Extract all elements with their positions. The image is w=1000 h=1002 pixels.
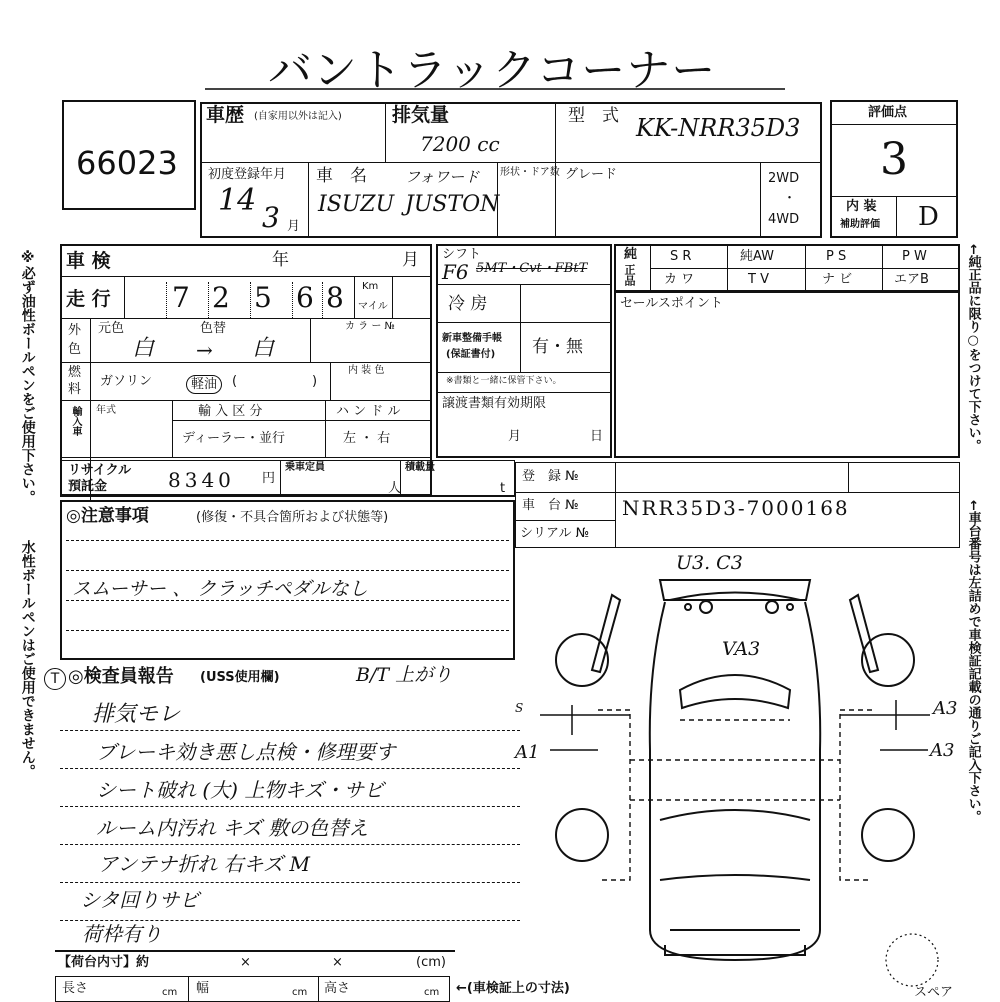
first-reg-year: 14 [218,183,257,218]
inspector-line-2: ブレーキ効き悪し点検・修理要す [96,740,396,764]
cargo-label: 【荷台内寸】約 [58,955,150,970]
displacement-label: 排気量 [392,104,450,126]
history-note: (自家用以外は記入) [254,111,342,122]
lot-number-box [62,100,196,210]
cargo-unit: (cm) [416,955,446,970]
title-underline [205,88,785,90]
fuel-gasoline: ガソリン [100,374,153,389]
transfer-month: 月 [508,429,522,444]
mileage-digit-5: 8 [326,281,344,314]
side-note-right-2: ←車台番号は左詰めで車検証記載の通りご記入下さい。 [965,500,981,823]
displacement-value: 7200 cc [420,132,500,156]
fuel-paren-close: ) [312,374,318,389]
interior-score-value: D [918,202,939,232]
mileage-unit-km: Km [362,281,379,292]
recycle-label-2: 預託金 [68,479,108,494]
color-side-2: 色 [68,342,82,357]
car-name-maker: ISUZU [318,192,395,217]
side-note-left-2: 水性ボールペンはご使用できません。 [19,540,36,778]
inspector-line-1: 排気モレ [92,702,181,727]
color-changed-value: 白 [252,336,275,361]
drive-2wd: 2WD [768,171,800,186]
car-name-label: 車 名 [316,166,367,186]
notes-label: ◎注意事項 [66,506,149,526]
interior-score-label2: 補助評価 [840,219,880,230]
diagram-hood-label: VA3 [722,638,761,660]
diagram-right-label-2: A3 [930,740,955,761]
sales-point-box [614,292,960,458]
chassis-label: 車 台 № [522,498,579,513]
dims-width: 幅 [196,981,210,996]
inspector-inline: B/T 上がり [356,664,453,686]
model-type-label: 型 式 [568,106,619,126]
inspector-line-7: 荷枠有り [82,922,162,946]
first-reg-label: 初度登録年月 [208,167,287,182]
color-side-1: 外 [68,323,82,338]
fuel-side-1: 燃 [68,365,82,380]
fuel-paren-open: ( [232,374,238,389]
manual-label-1: 新車整備手帳 [442,333,502,344]
mileage-digit-3: 5 [254,281,272,314]
dims-row [55,976,450,1002]
equipment-aw: 純AW [740,249,775,264]
equipment-navi: ナ ビ [822,272,853,287]
side-note-right-1: ←純正品に限り○をつけて下さい。 [965,244,981,452]
dims-height-unit: cm [424,987,440,998]
mileage-label: 走 行 [66,288,111,310]
cargo-x2: × [332,955,343,970]
first-reg-month-unit: 月 [287,219,301,234]
diagram-left-label: A1 [515,742,540,763]
score-label: 評価点 [868,105,908,120]
import-handle-value: 左 ・ 右 [343,431,391,446]
mileage-unit-mile: マイル [358,301,388,312]
equipment-airbag: エアB [894,272,929,287]
inspector-sub: (USS使用欄) [200,670,280,685]
mileage-digit-4: 6 [296,281,314,314]
equipment-pw: P W [902,249,927,264]
dims-length-unit: cm [162,987,178,998]
history-label: 車歴 [206,104,245,126]
drive-dot: ・ [783,191,797,206]
side-note-left-1: ※必ず油性ボールペンをご使用下さい。 [19,250,36,504]
recycle-label-1: リサイクル [68,463,132,478]
interior-score-label1: 内 装 [846,199,877,214]
fuel-side-2: 料 [68,382,82,397]
import-side: 輸入車 [70,406,81,436]
inspector-line-3: シート破れ (大) 上物キズ・サビ [96,778,384,802]
equipment-ps: P S [826,249,847,264]
notes-sub: (修復・不具合箇所および状態等) [196,510,389,525]
diagram-left-mark: S [515,701,524,715]
diagram-right-label-1: A3 [933,698,958,719]
capacity-label: 乗車定員 [285,462,325,473]
interior-color-label: 内 装 色 [348,365,385,376]
color-original-label: 元色 [98,321,125,336]
inspection-label: 車 検 [66,250,111,272]
transfer-label: 譲渡書類有効期限 [442,396,547,411]
score-value: 3 [880,134,908,185]
dims-note: ←(車検証上の寸法) [456,981,570,996]
notes-line-1: スムーサー 、 クラッチペダルなし [72,578,368,600]
dims-height: 高さ [324,981,351,996]
truck-diagram [520,550,960,1000]
serial-label: シリアル № [520,526,590,541]
car-name-model: JUSTON [405,192,500,217]
recycle-unit: 円 [262,471,276,486]
shape-door-label: 形状・ドア数 [500,167,560,178]
load-unit: t [500,481,506,496]
color-code-label: カ ラ ー № [345,321,395,332]
inspector-line-4: ルーム内汚れ キズ 敷の色替え [96,816,369,840]
inspector-label: ◎検査員報告 [68,666,174,687]
color-changed-label: 色替 [200,321,227,336]
car-name-kana: フォワード [405,168,480,186]
load-label: 積載量 [405,462,435,473]
inspector-line-6: シタ回りサビ [80,888,200,912]
fuel-light-oil: 軽油 [186,375,222,394]
equipment-label-top: 純 [624,247,638,262]
drive-4wd: 4WD [768,212,800,227]
transfer-day: 日 [590,429,604,444]
first-reg-month: 3 [262,201,280,234]
inspector-mark: T [44,668,66,690]
import-handle-label: ハ ン ド ル [336,404,401,419]
inspection-month: 月 [402,250,419,270]
mileage-digit-2: 2 [212,281,230,314]
shift-label: シフト [442,247,482,262]
page-title: バントラックコーナー [268,45,717,96]
diagram-top-label: U3. C3 [676,552,743,574]
lot-number: 66023 [76,144,178,182]
equipment-sr: S R [670,249,692,264]
manual-value: 有・無 [532,337,583,357]
import-year-label: 年式 [96,405,116,416]
manual-label-2: (保証書付) [446,349,496,360]
color-arrow: → [196,338,213,362]
mileage-digit-1: 7 [172,281,190,314]
shift-struck: 5MT・Cvt・FBtT [476,261,588,276]
sales-point-label: セールスポイント [620,296,723,311]
registration-label: 登 録 № [522,469,579,484]
capacity-unit: 人 [388,481,402,496]
dims-width-unit: cm [292,987,308,998]
cargo-x1: × [240,955,251,970]
recycle-value: 8340 [168,468,235,492]
equipment-label-bottom: 正品 [623,264,636,286]
manual-note: ※書類と一緒に保管下さい。 [446,376,562,386]
model-type-value: KK-NRR35D3 [636,114,801,142]
color-original-value: 白 [132,336,155,361]
equipment-kawa: カ ワ [664,272,695,287]
import-category-label: 輸 入 区 分 [198,404,263,419]
dims-length: 長さ [62,981,89,996]
inspection-year: 年 [272,250,289,270]
inspector-line-5: アンテナ折れ 右キズ M [98,852,310,876]
import-category-value: ディーラー・並行 [182,431,285,446]
diagram-spare: スペア [914,985,954,1000]
aircon-label: 冷 房 [448,294,488,314]
chassis-value: NRR35D3-7000168 [622,496,850,520]
equipment-tv: T V [748,272,769,287]
grade-label: グレード [565,167,618,182]
shift-value: F6 [442,260,469,284]
